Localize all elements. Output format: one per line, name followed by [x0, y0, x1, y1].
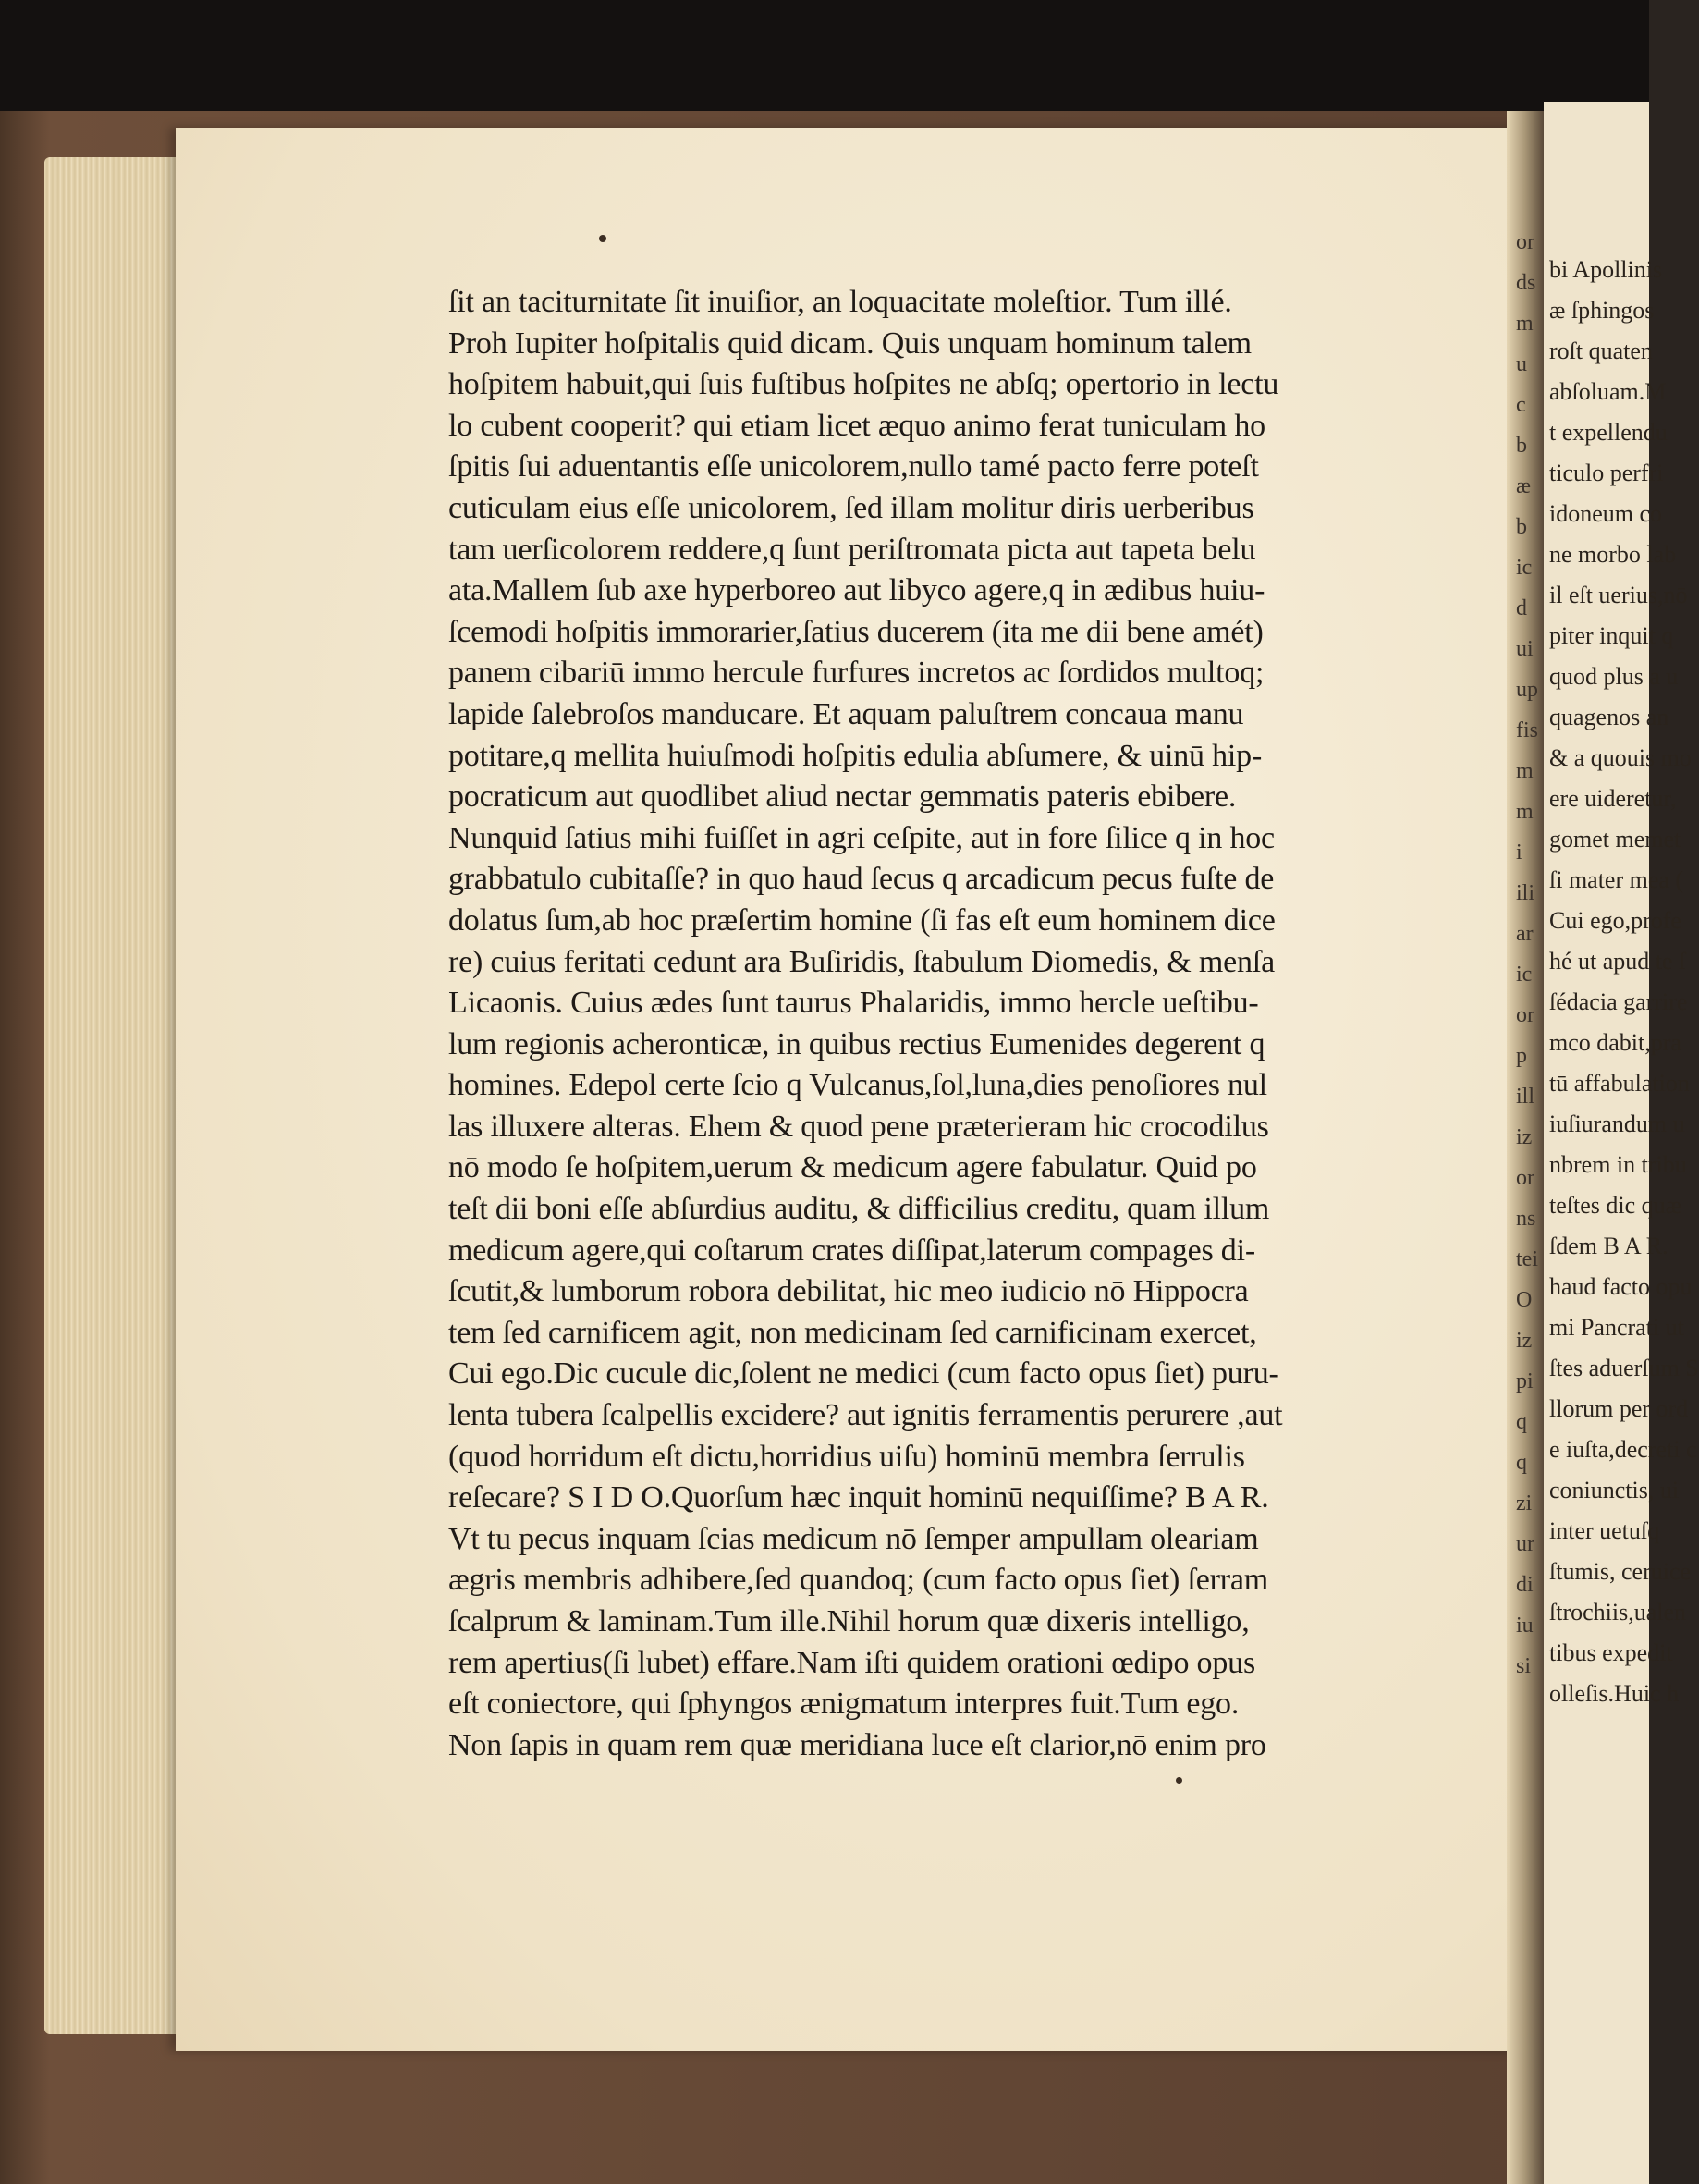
facing-page-line: olleſis.Huic h	[1549, 1680, 1680, 1707]
text-line: ſcalprum & laminam.Tum ille.Nihil horum quæ dixeris intelligo,	[448, 1604, 1250, 1638]
facing-page-line: ſtrochiis,ualen	[1549, 1599, 1687, 1626]
facing-page-line: haud facto opu	[1549, 1273, 1693, 1300]
facing-page-line: ſédacia garrire	[1549, 988, 1688, 1015]
gutter-fragment: or	[1516, 1003, 1534, 1027]
facing-page-line: ſi mater mea (	[1549, 866, 1684, 893]
gutter-fragment: up	[1516, 678, 1538, 702]
facing-page-line: mi Pancrati ut	[1549, 1314, 1684, 1341]
text-line: (quod horridum eſt dictu,horridius uiſu) hominū membra ſerrulis	[448, 1439, 1245, 1474]
gutter-fragment: pi	[1516, 1369, 1534, 1393]
text-line: Non ſapis in quam rem quæ meridiana luce eſt clarior,nō enim pro	[448, 1727, 1266, 1762]
text-line: las illuxere alteras. Ehem & quod pene præterieram hic crocodilus	[448, 1109, 1269, 1144]
facing-page-line: teſtes dic quæ	[1549, 1192, 1681, 1219]
text-line: nō modo ſe hoſpitem,uerum & medicum agere fabulatur. Quid po	[448, 1150, 1257, 1185]
text-line: pocraticum aut quodlibet aliud nectar gemmatis pateris ebibere.	[448, 779, 1237, 815]
text-line: ſit an taciturnitate ſit inuiſior, an loquacitate moleſtior. Tum illé.	[448, 285, 1232, 319]
facing-page-line: ſtumis, ceruice	[1549, 1558, 1692, 1585]
text-line: teſt dii boni eſſe abſurdius auditu, & difficilius creditu, quam illum	[448, 1192, 1270, 1227]
facing-page-line: idoneum co	[1549, 500, 1663, 527]
facing-page-line: ſtes aduerſum S	[1549, 1355, 1699, 1381]
gutter-fragment: m	[1516, 759, 1534, 783]
text-line: panem cibariū immo hercule furfures incretos ac ſordidos multoq;	[448, 656, 1265, 691]
text-line: cuticulam eius eſſe unicolorem, ſed illam molitur diris uerberibus	[448, 490, 1254, 525]
gutter-fragment: si	[1516, 1654, 1532, 1678]
facing-page-line: il eſt uerius,nō	[1549, 582, 1688, 608]
facing-page-line: tibus expedit	[1549, 1639, 1673, 1666]
gutter-fragment: zi	[1516, 1491, 1533, 1515]
facing-page-line: nbrem in tribu	[1549, 1151, 1687, 1178]
facing-page-line: e iuſta,decreti c	[1549, 1436, 1697, 1463]
facing-page-line: bi Apollinis	[1549, 256, 1663, 283]
facing-page-line: abſoluam.M	[1549, 378, 1667, 405]
facing-page-line: llorum per ord	[1549, 1395, 1689, 1422]
gutter-fragment: u	[1516, 352, 1527, 376]
gutter-fragment: i	[1516, 840, 1522, 865]
text-line: lapide ſalebroſos manducare. Et aquam paluſtrem concaua manu	[448, 696, 1244, 731]
gutter-fragment: ns	[1516, 1207, 1536, 1231]
text-line: hoſpitem habuit,qui ſuis fuſtibus hoſpites ne abſq; opertorio in lectu	[448, 367, 1279, 402]
facing-page-line: ere uideretur,	[1549, 785, 1677, 812]
text-line: ſcemodi hoſpitis immorarier,ſatius ducerem (ita me dii bene amét)	[448, 614, 1264, 649]
gutter-fragment: iu	[1516, 1613, 1534, 1638]
gutter-fragment: q	[1516, 1451, 1527, 1475]
gutter-fragment: tei	[1516, 1247, 1538, 1271]
text-line: ſpitis ſui aduentantis eſſe unicolorem,nullo tamé pacto ferre poteſt	[448, 449, 1259, 485]
gutter-fragment: ur	[1516, 1532, 1534, 1556]
text-line: tem ſed carnificem agit, non medicinam ſed carnificinam exercet,	[448, 1315, 1257, 1350]
facing-page-line: t expellendu	[1549, 419, 1668, 446]
text-line: lum regionis acheronticæ, in quibus rectius Eumenides degerent q	[448, 1026, 1265, 1061]
gutter-fragment: ui	[1516, 637, 1534, 661]
facing-page-line: tū affabulation	[1549, 1070, 1690, 1097]
gutter-fragment: p	[1516, 1044, 1527, 1068]
facing-page-line: roſt quaten	[1549, 337, 1653, 364]
text-line: grabbatulo cubitaſſe? in quo haud ſecus q arcadicum pecus fuſte de	[448, 862, 1275, 897]
gutter-fragment: ic	[1516, 963, 1533, 987]
facing-page-line: hé ut apud te ſ	[1549, 948, 1686, 975]
facing-page-line: ſdem B A R.	[1549, 1233, 1668, 1259]
facing-page-line: quod plus a u	[1549, 663, 1679, 690]
gutter-fragment: fis	[1516, 718, 1538, 742]
text-line: Proh Iupiter hoſpitalis quid dicam. Quis unquam hominum talem	[448, 325, 1252, 361]
facing-page-line: ticulo perfri	[1549, 460, 1664, 486]
text-line: Vt tu pecus inquam ſcias medicum nō ſemper ampullam oleariam	[448, 1521, 1259, 1556]
facing-page-line: gomet memet	[1549, 826, 1681, 853]
page-stack-edges	[44, 157, 183, 2034]
gutter-fragment: or	[1516, 1166, 1534, 1190]
text-line: Licaonis. Cuius ædes ſunt taurus Phalaridis, immo hercle ueſtibu-	[448, 986, 1259, 1021]
facing-page-text	[1549, 250, 1699, 1714]
gutter-fragment: æ	[1516, 474, 1532, 498]
text-line: Cui ego.Dic cucule dic,ſolent ne medici (cum facto opus ſiet) puru-	[448, 1356, 1279, 1392]
facing-page-line: & a quouis mo	[1549, 744, 1692, 771]
text-line: lenta tubera ſcalpellis excidere? aut ignitis ferramentis perurere ,aut	[448, 1398, 1283, 1433]
text-line: rem apertius(ſi lubet) effare.Nam iſti quidem orationi œdipo opus	[448, 1645, 1255, 1680]
facing-page-line: mco dabit,pra	[1549, 1029, 1681, 1056]
gutter-fragment: di	[1516, 1573, 1534, 1597]
gutter-fragment: O	[1516, 1288, 1533, 1312]
text-line: reſecare? S I D O.Quorſum hæc inquit hominū nequiſſime? B A R.	[448, 1480, 1269, 1515]
gutter-fragment: c	[1516, 393, 1526, 417]
text-line: ata.Mallem ſub axe hyperboreo aut libyco agere,q in ædibus huiu-	[448, 573, 1265, 608]
text-line: eſt coniectore, qui ſphyngos ænigmatum interpres fuit.Tum ego.	[448, 1687, 1240, 1722]
gutter-fragment: or	[1516, 230, 1534, 254]
facing-page-line: iuſiurandum u	[1549, 1110, 1685, 1137]
gutter-fragment: ar	[1516, 922, 1534, 946]
text-line: ægris membris adhibere,ſed quandoq; (cum facto opus ſiet) ſerram	[448, 1563, 1268, 1598]
text-line: potitare,q mellita huiuſmodi hoſpitis edulia abſumere, & uinū hip-	[448, 738, 1263, 773]
gutter-fragment: iz	[1516, 1125, 1533, 1149]
gutter-fragment: b	[1516, 515, 1527, 539]
gutter-fragment: iz	[1516, 1329, 1533, 1353]
text-line: lo cubent cooperit? qui etiam licet æquo animo ferat tuniculam ho	[448, 408, 1265, 443]
gutter-fragment: m	[1516, 312, 1534, 336]
gutter-fragment: b	[1516, 434, 1527, 458]
facing-page-line: inter uetuſq	[1549, 1517, 1660, 1544]
facing-page-line: ne morbo lab	[1549, 541, 1677, 568]
facing-page-edge	[1544, 102, 1699, 2184]
text-line: dolatus ſum,ab hoc præſertim homine (ſi fas eſt eum hominem dice	[448, 902, 1276, 938]
text-line: ſcutit,& lumborum robora debilitat, hic meo iudicio nō Hippocra	[448, 1274, 1249, 1309]
gutter-text-strip	[1516, 222, 1542, 1678]
gutter-fragment: ds	[1516, 271, 1536, 295]
facing-page-line: coniunctis, ui	[1549, 1477, 1680, 1503]
text-line: tam uerſicolorem reddere,q ſunt periſtromata picta aut tapeta belu	[448, 532, 1256, 567]
gutter-fragment: ic	[1516, 556, 1533, 580]
body-text	[448, 282, 1419, 1766]
gutter-fragment: ill	[1516, 1085, 1535, 1109]
facing-page-line: piter inquit q	[1549, 622, 1674, 649]
text-line: re) cuius feritati cedunt ara Buſiridis, ſtabulum Diomedis, & menſa	[448, 944, 1275, 979]
text-line: medicum agere,qui coſtarum crates diſſipat,laterum compages di-	[448, 1233, 1255, 1268]
text-line: Nunquid ſatius mihi fuiſſet in agri ceſpite, aut in fore ſilice q in hoc	[448, 820, 1275, 855]
facing-page-line: quagenos an	[1549, 704, 1669, 730]
ink-speck	[1176, 1777, 1182, 1784]
text-line: homines. Edepol certe ſcio q Vulcanus,ſol,luna,dies penoſiores nul	[448, 1068, 1267, 1103]
gutter-fragment: d	[1516, 596, 1527, 620]
gutter-fragment: m	[1516, 800, 1534, 824]
facing-page-line: æ ſphingos	[1549, 297, 1655, 324]
ink-speck	[599, 235, 606, 242]
facing-page-line: Cui ego,profe	[1549, 907, 1681, 934]
gutter-fragment: q	[1516, 1410, 1527, 1434]
gutter-fragment: ili	[1516, 881, 1535, 905]
